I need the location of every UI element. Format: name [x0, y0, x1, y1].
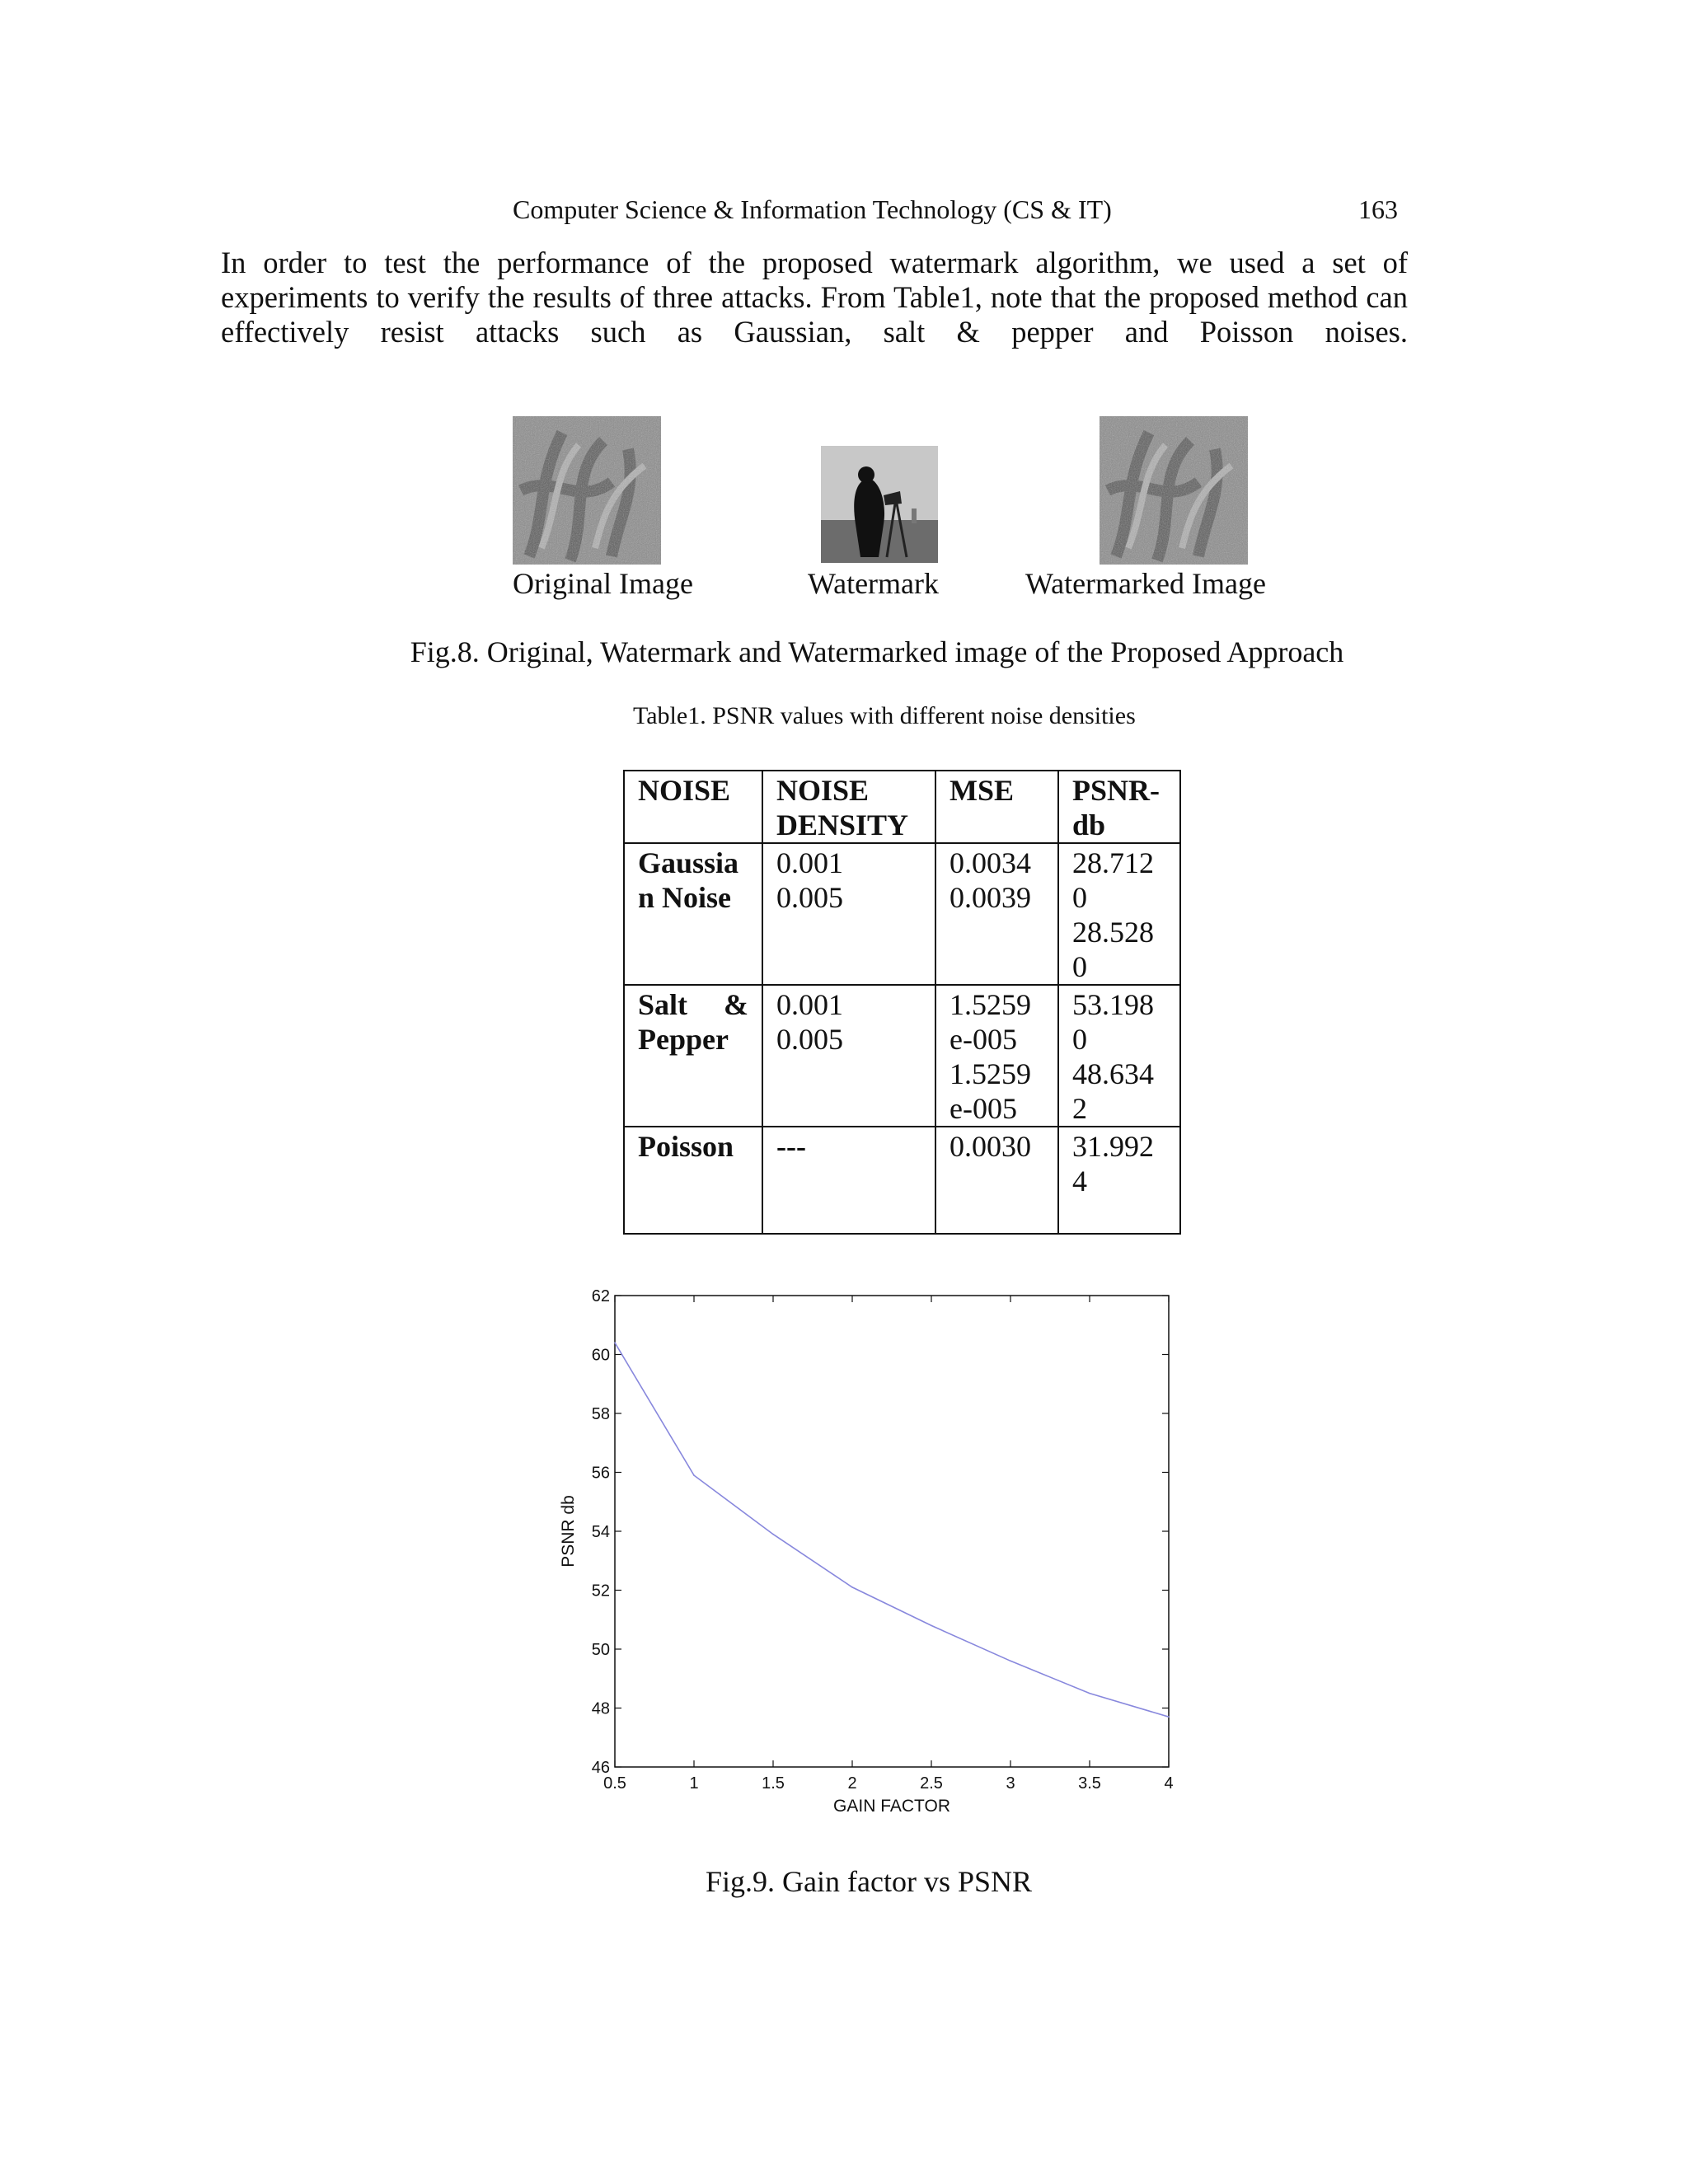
header-noise-density: NOISE DENSITY [762, 771, 935, 843]
data-point [693, 1474, 695, 1476]
series-line [615, 1343, 1169, 1717]
original-image-label: Original Image [513, 567, 693, 600]
y-tick-label: 54 [591, 1523, 610, 1541]
header-noise: NOISE [624, 771, 762, 843]
body-paragraph: In order to test the performance of the proposed watermark algorithm, we used a set of experiments to verify the results of three attacks. From Table1, note that the proposed method can effectively resist attacks such as Gaussian, salt & pepper and Poisson noises. [221, 246, 1408, 349]
watermark-label: Watermark [808, 567, 940, 600]
y-tick-label: 60 [591, 1346, 610, 1365]
cell-mse: 0.0034 0.0039 [935, 843, 1058, 985]
y-tick-label: 48 [591, 1699, 610, 1718]
cell-density: --- [762, 1127, 935, 1234]
x-tick-label: 4 [1164, 1774, 1174, 1793]
table-row [624, 985, 1180, 1127]
table-row [624, 1127, 1180, 1234]
x-tick-label: 3.5 [1078, 1774, 1101, 1793]
watermark-image [821, 446, 938, 563]
y-tick-label: 58 [591, 1405, 610, 1423]
watermarked-image [1100, 416, 1248, 565]
table-1 [623, 770, 1181, 1235]
figure-9-caption: Fig.9. Gain factor vs PSNR [706, 1865, 1032, 1898]
x-tick-label: 2 [847, 1774, 857, 1793]
table-row [624, 843, 1180, 985]
psnr-gain-chart [528, 1286, 1203, 1846]
data-point [1168, 1716, 1170, 1718]
y-tick-label: 50 [591, 1641, 610, 1659]
cell-noise: Salt & Pepper [624, 985, 762, 1127]
cell-noise: Gaussia n Noise [624, 843, 762, 985]
cell-mse: 0.0030 [935, 1127, 1058, 1234]
data-point [931, 1625, 932, 1627]
cell-psnr: 28.712 0 28.528 0 [1058, 843, 1180, 985]
cell-density: 0.001 0.005 [762, 843, 935, 985]
cell-mse: 1.5259 e-005 1.5259 e-005 [935, 985, 1058, 1127]
running-header [0, 194, 1688, 231]
cell-psnr: 53.198 0 48.634 2 [1058, 985, 1180, 1127]
page-number: 163 [1358, 194, 1398, 224]
table-1-caption: Table1. PSNR values with different noise densities [633, 702, 1136, 729]
cell-psnr: 31.992 4 [1058, 1127, 1180, 1234]
data-point [772, 1534, 774, 1535]
x-axis-label: GAIN FACTOR [833, 1797, 950, 1816]
y-axis-label: PSNR db [559, 1495, 578, 1568]
figure-8 [0, 416, 1688, 614]
journal-title: Computer Science & Information Technology (CS & IT) [513, 194, 1112, 224]
y-tick-label: 62 [591, 1287, 610, 1305]
data-point [614, 1342, 616, 1343]
y-tick-label: 46 [591, 1759, 610, 1777]
data-point [851, 1586, 853, 1588]
plot-area [559, 1287, 1174, 1816]
data-point [1089, 1693, 1090, 1694]
cell-density: 0.001 0.005 [762, 985, 935, 1127]
y-tick-label: 52 [591, 1582, 610, 1601]
x-tick-label: 1 [689, 1774, 699, 1793]
header-psnr: PSNR- db [1058, 771, 1180, 843]
header-mse: MSE [935, 771, 1058, 843]
figure-8-caption: Fig.8. Original, Watermark and Watermarked image of the Proposed Approach [410, 635, 1344, 668]
original-image [513, 416, 661, 565]
watermarked-image-label: Watermarked Image [1025, 567, 1266, 600]
y-tick-label: 56 [591, 1464, 610, 1483]
cell-noise: Poisson [624, 1127, 762, 1234]
x-tick-label: 2.5 [920, 1774, 943, 1793]
table-header-row [624, 771, 1180, 843]
x-tick-label: 1.5 [762, 1774, 785, 1793]
data-point [1010, 1661, 1011, 1662]
plot-frame [615, 1296, 1169, 1767]
x-tick-label: 3 [1006, 1774, 1015, 1793]
x-tick-label: 0.5 [603, 1774, 626, 1793]
